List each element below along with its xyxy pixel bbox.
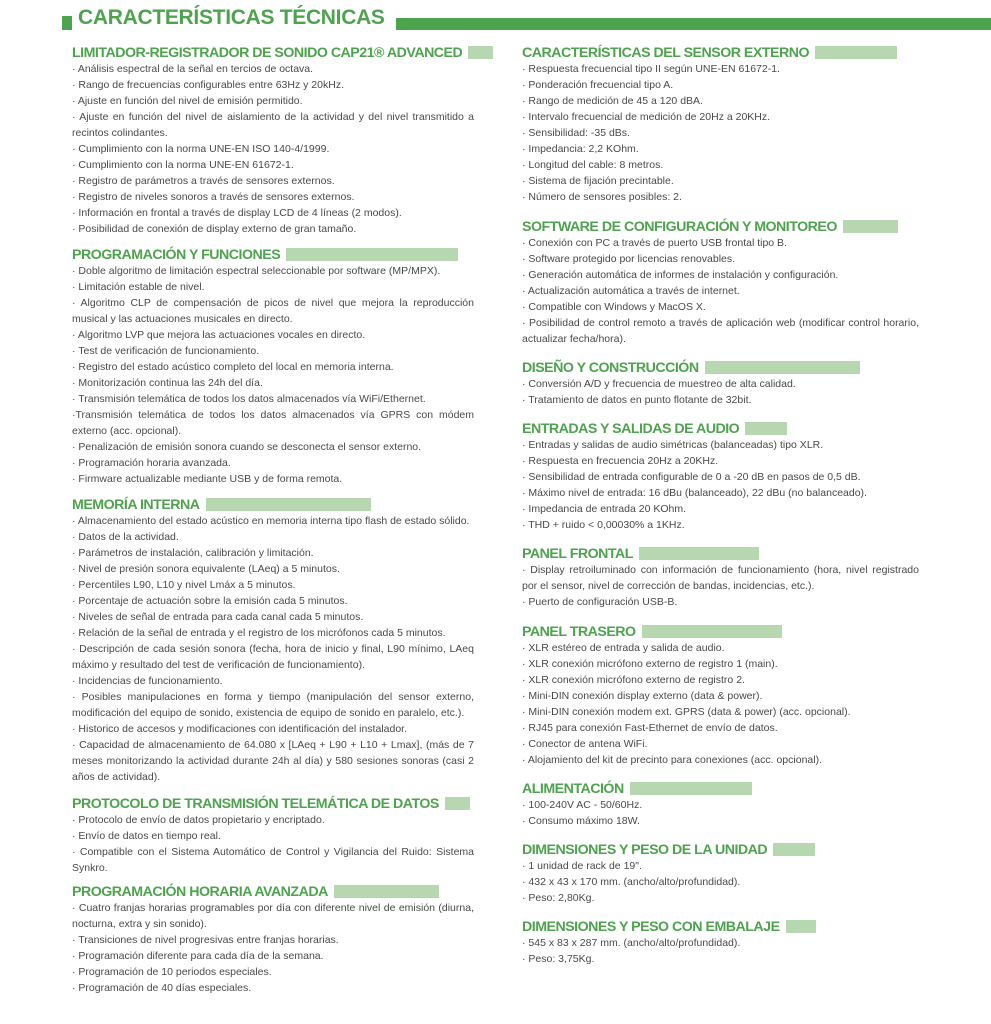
section-title-bar bbox=[286, 248, 458, 261]
spec-item: · Limitación estable de nivel. bbox=[72, 281, 205, 293]
spec-item: · Display retroiluminado con información de funcionamiento (hora, nivel registrado por el sensor, nivel de corrección de bandas, incidencias, etc.). bbox=[522, 564, 919, 592]
spec-item: · Mini-DIN conexión display externo (data & power). bbox=[522, 690, 763, 702]
section-title: MEMORÍA INTERNA bbox=[72, 496, 200, 513]
spec-item: · Registro de parámetros a través de sensores externos. bbox=[72, 175, 335, 187]
spec-item: · 432 x 43 x 170 mm. (ancho/alto/profundidad). bbox=[522, 876, 741, 888]
section-title: ENTRADAS Y SALIDAS DE AUDIO bbox=[522, 420, 740, 437]
spec-item: · Alojamiento del kit de precinto para conexiones (acc. opcional). bbox=[522, 754, 822, 766]
section-header bbox=[522, 420, 919, 437]
section-right-5 bbox=[522, 623, 919, 768]
section-title-bar bbox=[642, 625, 782, 638]
spec-item: · 100-240V AC - 50/60Hz. bbox=[522, 799, 643, 811]
right-column bbox=[522, 44, 919, 967]
section-title-bar bbox=[639, 547, 759, 560]
section-header bbox=[72, 795, 474, 812]
section-title-bar bbox=[445, 797, 470, 810]
section-title: PROGRAMACIÓN HORARIA AVANZADA bbox=[72, 883, 328, 900]
section-title-bar bbox=[786, 920, 816, 933]
section-header bbox=[522, 359, 919, 376]
section-title: CARACTERÍSTICAS DEL SENSOR EXTERNO bbox=[522, 44, 810, 61]
spec-item: · Software protegido por licencias renovables. bbox=[522, 253, 736, 265]
spec-item: · Sensibilidad de entrada configurable de 0 a -20 dB en pasos de 0,5 dB. bbox=[522, 471, 861, 483]
spec-item: · Conector de antena WiFi. bbox=[522, 738, 648, 750]
spec-item: · RJ45 para conexión Fast-Ethernet de envío de datos. bbox=[522, 722, 778, 734]
spec-item: · Algoritmo LVP que mejora las actuaciones vocales en directo. bbox=[72, 329, 366, 341]
section-right-7 bbox=[522, 841, 919, 906]
spec-item: · Cuatro franjas horarias programables por día con diferente nivel de emisión (diurna, nocturna, extra y sin sonido). bbox=[72, 902, 474, 930]
spec-item: · Almacenamiento del estado acústico en memoria interna tipo flash de estado sólido. bbox=[72, 515, 470, 527]
section-header bbox=[522, 44, 919, 61]
left-column bbox=[72, 44, 474, 996]
section-header bbox=[72, 44, 474, 61]
section-header bbox=[72, 496, 474, 513]
section-right-3 bbox=[522, 420, 919, 533]
section-header bbox=[522, 918, 919, 935]
spec-item: · Ponderación frecuencial tipo A. bbox=[522, 79, 674, 91]
spec-list bbox=[522, 61, 919, 205]
section-right-2 bbox=[522, 359, 919, 408]
section-left-2 bbox=[72, 496, 474, 785]
section-title: PROGRAMACIÓN Y FUNCIONES bbox=[72, 246, 281, 263]
spec-item: · XLR conexión micrófono externo de registro 2. bbox=[522, 674, 745, 686]
spec-item: · Porcentaje de actuación sobre la emisión cada 5 minutos. bbox=[72, 595, 348, 607]
spec-item: · 545 x 83 x 287 mm. (ancho/alto/profundidad). bbox=[522, 937, 741, 949]
spec-item: · THD + ruido < 0,00030% a 1KHz. bbox=[522, 519, 685, 531]
spec-list bbox=[72, 61, 474, 237]
spec-item: · Consumo máximo 18W. bbox=[522, 815, 640, 827]
spec-item: · Monitorización continua las 24h del día. bbox=[72, 377, 263, 389]
spec-item: · Test de verificación de funcionamiento. bbox=[72, 345, 260, 357]
section-title-bar bbox=[630, 782, 752, 795]
section-title-bar bbox=[705, 361, 860, 374]
spec-item: · Programación horaria avanzada. bbox=[72, 457, 231, 469]
spec-item: · Análisis espectral de la señal en tercios de octava. bbox=[72, 63, 314, 75]
spec-list bbox=[522, 797, 919, 829]
section-title-bar bbox=[468, 46, 493, 59]
spec-item: · Información en frontal a través de display LCD de 4 líneas (2 modos). bbox=[72, 207, 402, 219]
spec-item: · Posibles manipulaciones en forma y tiempo (manipulación del sensor externo, modificación del equipo de sonido, existencia de equipo de sonido en paralelo, etc.). bbox=[72, 691, 474, 719]
spec-item: · XLR conexión micrófono externo de registro 1 (main). bbox=[522, 658, 778, 670]
section-title: PROTOCOLO DE TRANSMISIÓN TELEMÁTICA DE DATOS bbox=[72, 795, 439, 812]
section-header bbox=[522, 545, 919, 562]
section-left-0 bbox=[72, 44, 474, 237]
spec-item: · Niveles de señal de entrada para cada canal cada 5 minutos. bbox=[72, 611, 364, 623]
spec-item: · Longitud del cable: 8 metros. bbox=[522, 159, 664, 171]
section-title-bar bbox=[206, 498, 371, 511]
section-right-8 bbox=[522, 918, 919, 967]
spec-item: · Envío de datos en tiempo real. bbox=[72, 830, 221, 842]
spec-item: · Respuesta en frecuencia 20Hz a 20KHz. bbox=[522, 455, 719, 467]
spec-item: · Protocolo de envío de datos propietario y encriptado. bbox=[72, 814, 325, 826]
section-header bbox=[522, 780, 919, 797]
spec-item: · Impedancia de entrada 20 KOhm. bbox=[522, 503, 687, 515]
spec-item: · Nivel de presión sonora equivalente (LAeq) a 5 minutos. bbox=[72, 563, 340, 575]
section-title: DISEÑO Y CONSTRUCCIÓN bbox=[522, 359, 699, 376]
spec-item: · Máximo nivel de entrada: 16 dBu (balanceado), 22 dBu (no balanceado). bbox=[522, 487, 867, 499]
spec-item: · Posibilidad de control remoto a través de aplicación web (modificar control horario, actualizar fecha/hora). bbox=[522, 317, 919, 345]
section-header bbox=[522, 841, 919, 858]
section-right-1 bbox=[522, 218, 919, 347]
section-header bbox=[72, 883, 474, 900]
spec-item: · Generación automática de informes de instalación y configuración. bbox=[522, 269, 839, 281]
spec-item: · Descripción de cada sesión sonora (fecha, hora de inicio y final, L90 mínimo, LAeq máximo y resultado del test de verificación de funcionamiento). bbox=[72, 643, 474, 671]
spec-item: · Parámetros de instalación, calibración y limitación. bbox=[72, 547, 314, 559]
spec-item: · Ajuste en función del nivel de aislamiento de la actividad y del nivel transmitido a recintos colindantes. bbox=[72, 111, 474, 139]
section-header bbox=[522, 623, 919, 640]
section-left-1 bbox=[72, 246, 474, 487]
spec-list bbox=[522, 935, 919, 967]
spec-item: · Incidencias de funcionamiento. bbox=[72, 675, 223, 687]
spec-item: · Ajuste en función del nivel de emisión permitido. bbox=[72, 95, 303, 107]
spec-item: · Cumplimiento con la norma UNE-EN 61672-1. bbox=[72, 159, 294, 171]
spec-list bbox=[522, 437, 919, 533]
spec-list bbox=[522, 640, 919, 768]
spec-item: · Relación de la señal de entrada y el registro de los micrófonos cada 5 minutos. bbox=[72, 627, 446, 639]
spec-item: · Conversión A/D y frecuencia de muestreo de alta calidad. bbox=[522, 378, 796, 390]
spec-item: · Tratamiento de datos en punto flotante de 32bit. bbox=[522, 394, 752, 406]
section-right-0 bbox=[522, 44, 919, 205]
section-title: DIMENSIONES Y PESO CON EMBALAJE bbox=[522, 918, 780, 935]
section-title: ALIMENTACIÓN bbox=[522, 780, 624, 797]
spec-item: · Programación de 40 días especiales. bbox=[72, 982, 252, 994]
spec-item: · Historico de accesos y modificaciones con identificación del instalador. bbox=[72, 723, 408, 735]
spec-list bbox=[72, 263, 474, 487]
spec-item: · Puerto de configuración USB-B. bbox=[522, 596, 678, 608]
section-title: DIMENSIONES Y PESO DE LA UNIDAD bbox=[522, 841, 768, 858]
page-title: CARACTERÍSTICAS TÉCNICAS bbox=[78, 6, 385, 29]
header-accent-left bbox=[62, 16, 72, 30]
spec-item: · Impedancia: 2,2 KOhm. bbox=[522, 143, 639, 155]
spec-list bbox=[522, 235, 919, 347]
section-header bbox=[522, 218, 919, 235]
spec-item: ·Transmisión telemática de todos los datos almacenados vía GPRS con módem externo (acc. opcional). bbox=[72, 409, 474, 437]
section-title: PANEL FRONTAL bbox=[522, 545, 633, 562]
spec-item: · Cumplimiento con la norma UNE-EN ISO 140-4/1999. bbox=[72, 143, 330, 155]
spec-list bbox=[522, 858, 919, 906]
spec-item: · Datos de la actividad. bbox=[72, 531, 179, 543]
spec-item: · Penalización de emisión sonora cuando se desconecta el sensor externo. bbox=[72, 441, 422, 453]
spec-item: · Registro de niveles sonoros a través de sensores externos. bbox=[72, 191, 355, 203]
spec-item: · Algoritmo CLP de compensación de picos de nivel que mejora la reproducción musical y las actuaciones musicales en directo. bbox=[72, 297, 474, 325]
spec-item: · Peso: 3,75Kg. bbox=[522, 953, 595, 965]
spec-list bbox=[72, 900, 474, 996]
spec-item: · Programación diferente para cada día de la semana. bbox=[72, 950, 324, 962]
section-title-bar bbox=[815, 46, 897, 59]
spec-item: · Percentiles L90, L10 y nivel Lmáx a 5 minutos. bbox=[72, 579, 296, 591]
spec-item: · 1 unidad de rack de 19". bbox=[522, 860, 642, 872]
section-left-4 bbox=[72, 883, 474, 996]
spec-item: · Rango de medición de 45 a 120 dBA. bbox=[522, 95, 703, 107]
spec-item: · Transmisión telemática de todos los datos almacenados vía WiFi/Ethernet. bbox=[72, 393, 426, 405]
spec-item: · Intervalo frecuencial de medición de 20Hz a 20KHz. bbox=[522, 111, 771, 123]
spec-list bbox=[72, 812, 474, 876]
spec-item: · Número de sensores posibles: 2. bbox=[522, 191, 682, 203]
spec-list bbox=[522, 376, 919, 408]
section-header bbox=[72, 246, 474, 263]
spec-item: · Firmware actualizable mediante USB y de forma remota. bbox=[72, 473, 343, 485]
spec-item: · Compatible con el Sistema Automático de Control y Vigilancia del Ruido: Sistema Synkro. bbox=[72, 846, 474, 874]
spec-item: · Entradas y salidas de audio simétricas (balanceadas) tipo XLR. bbox=[522, 439, 824, 451]
spec-item: · Compatible con Windows y MacOS X. bbox=[522, 301, 706, 313]
section-right-4 bbox=[522, 545, 919, 610]
spec-item: · Rango de frecuencias configurables entre 63Hz y 20kHz. bbox=[72, 79, 344, 91]
main-header bbox=[0, 6, 991, 34]
spec-list bbox=[522, 562, 919, 610]
spec-item: · Doble algoritmo de limitación espectral seleccionable por software (MP/MPX). bbox=[72, 265, 441, 277]
spec-item: · Transiciones de nivel progresivas entre franjas horarias. bbox=[72, 934, 339, 946]
spec-item: · Registro del estado acústico completo del local en memoria interna. bbox=[72, 361, 394, 373]
spec-item: · XLR estéreo de entrada y salida de audio. bbox=[522, 642, 725, 654]
section-title-bar bbox=[843, 220, 898, 233]
section-right-6 bbox=[522, 780, 919, 829]
spec-item: · Programación de 10 periodos especiales. bbox=[72, 966, 272, 978]
section-title: PANEL TRASERO bbox=[522, 623, 636, 640]
spec-item: · Respuesta frecuencial tipo II según UNE-EN 61672-1. bbox=[522, 63, 780, 75]
spec-item: · Sensibilidad: -35 dBs. bbox=[522, 127, 630, 139]
section-title-bar bbox=[745, 422, 787, 435]
spec-item: · Sistema de fijación precintable. bbox=[522, 175, 674, 187]
spec-item: · Capacidad de almacenamiento de 64.080 x [LAeq + L90 + L10 + Lmax], (más de 7 meses monitorizando la actividad durante 24h al día) y 580 sesiones sonoras (casi 2 años de actividad). bbox=[72, 739, 474, 783]
header-accent-right bbox=[396, 18, 991, 30]
spec-item: · Posibilidad de conexión de display externo de gran tamaño. bbox=[72, 223, 357, 235]
section-left-3 bbox=[72, 795, 474, 876]
spec-item: · Conexión con PC a través de puerto USB frontal tipo B. bbox=[522, 237, 787, 249]
section-title: LIMITADOR-REGISTRADOR DE SONIDO CAP21® ADVANCED bbox=[72, 44, 463, 61]
section-title-bar bbox=[773, 843, 815, 856]
spec-list bbox=[72, 513, 474, 785]
spec-item: · Peso: 2,80Kg. bbox=[522, 892, 595, 904]
spec-item: · Actualización automática a través de internet. bbox=[522, 285, 740, 297]
section-title-bar bbox=[334, 885, 439, 898]
spec-item: · Mini-DIN conexión modem ext. GPRS (data & power) (acc. opcional). bbox=[522, 706, 851, 718]
section-title: SOFTWARE DE CONFIGURACIÓN Y MONITOREO bbox=[522, 218, 837, 235]
